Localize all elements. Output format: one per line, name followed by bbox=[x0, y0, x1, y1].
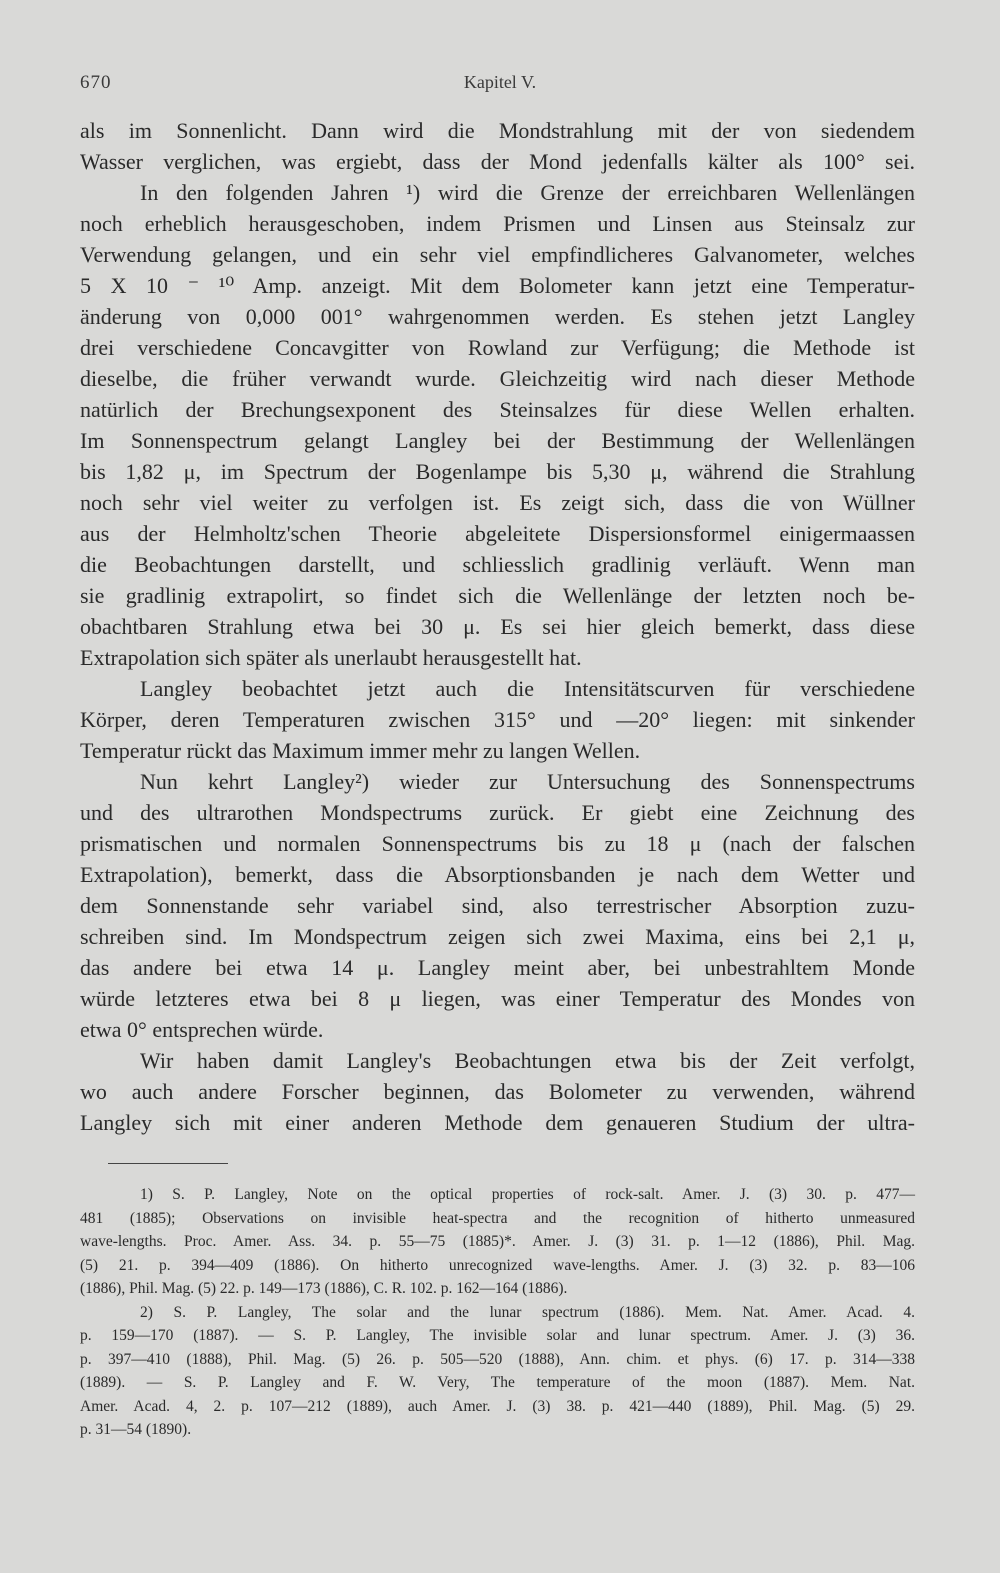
body-text bbox=[80, 115, 915, 1138]
text-line: etwa 0° entsprechen würde. bbox=[80, 1017, 324, 1042]
page-number: 670 bbox=[80, 72, 112, 93]
footnote-line: 1) S. P. Langley, Note on the optical properties of rock-salt. Amer. J. (3) 30. p. 477— bbox=[140, 1186, 915, 1203]
text-line: Verwendung gelangen, und ein sehr viel empfindlicheres Galvanometer, welches bbox=[80, 242, 915, 267]
running-head: Kapitel V. bbox=[463, 72, 537, 92]
text-line: Wir haben damit Langley's Beobachtungen etwa bis der Zeit verfolgt, bbox=[140, 1048, 915, 1073]
text-line: Langley sich mit einer anderen Methode dem genaueren Studium der ultra- bbox=[80, 1110, 915, 1135]
text-line: drei verschiedene Concavgitter von Rowland zur Verfügung; die Methode ist bbox=[80, 335, 915, 360]
text-line: natürlich der Brechungsexponent des Steinsalzes für diese Wellen erhalten. bbox=[80, 397, 915, 422]
text-line: prismatischen und normalen Sonnenspectrums bis zu 18 μ (nach der falschen bbox=[80, 831, 915, 856]
text-line: als im Sonnenlicht. Dann wird die Mondstrahlung mit der von siedendem bbox=[80, 118, 915, 143]
text-line: würde letzteres etwa bei 8 μ liegen, was einer Temperatur des Mondes von bbox=[80, 986, 915, 1011]
page-header bbox=[80, 72, 920, 102]
text-line: noch sehr viel weiter zu verfolgen ist. Es zeigt sich, dass die von Wüllner bbox=[80, 490, 915, 515]
footnote-line: (1886), Phil. Mag. (5) 22. p. 149—173 (1886), C. R. 102. p. 162—164 (1886). bbox=[80, 1280, 568, 1297]
text-line: Wasser verglichen, was ergiebt, dass der Mond jedenfalls kälter als 100° sei. bbox=[80, 149, 915, 174]
footnote-divider bbox=[108, 1163, 228, 1164]
text-line: die Beobachtungen darstellt, und schliesslich gradlinig verläuft. Wenn man bbox=[80, 552, 915, 577]
text-line: Temperatur rückt das Maximum immer mehr zu langen Wellen. bbox=[80, 738, 641, 763]
footnotes bbox=[80, 1183, 915, 1442]
text-line: In den folgenden Jahren ¹) wird die Grenze der erreichbaren Wellenlängen bbox=[140, 180, 915, 205]
text-line: bis 1,82 μ, im Spectrum der Bogenlampe bis 5,30 μ, während die Strahlung bbox=[80, 459, 915, 484]
text-line: obachtbaren Strahlung etwa bei 30 μ. Es sei hier gleich bemerkt, dass diese bbox=[80, 614, 915, 639]
text-line: aus der Helmholtz'schen Theorie abgeleitete Dispersionsformel einigermaassen bbox=[80, 521, 915, 546]
text-line: änderung von 0,000 001° wahrgenommen werden. Es stehen jetzt Langley bbox=[80, 304, 915, 329]
text-line: dem Sonnenstande sehr variabel sind, also terrestrischer Absorption zuzu- bbox=[80, 893, 915, 918]
text-line: dieselbe, die früher verwandt wurde. Gleichzeitig wird nach dieser Methode bbox=[80, 366, 915, 391]
text-line: und des ultrarothen Mondspectrums zurück. Er giebt eine Zeichnung des bbox=[80, 800, 915, 825]
text-line: Körper, deren Temperaturen zwischen 315° und —20° liegen: mit sinkender bbox=[80, 707, 915, 732]
footnote-line: 2) S. P. Langley, The solar and the lunar spectrum (1886). Mem. Nat. Amer. Acad. 4. bbox=[140, 1303, 915, 1321]
text-line: Extrapolation), bemerkt, dass die Absorptionsbanden je nach dem Wetter und bbox=[80, 862, 915, 887]
footnote-line: (1889). — S. P. Langley and F. W. Very, The temperature of the moon (1887). Mem. Nat. bbox=[80, 1374, 915, 1391]
text-line: sie gradlinig extrapolirt, so findet sich die Wellenlänge der letzten noch be- bbox=[80, 583, 915, 608]
footnote-line: wave-lengths. Proc. Amer. Ass. 34. p. 55—75 (1885)*. Amer. J. (3) 31. p. 1—12 (1886), Phil. Mag. bbox=[80, 1233, 915, 1250]
footnote-line: p. 31—54 (1890). bbox=[80, 1421, 192, 1438]
text-line: 5 X 10 ⁻ ¹⁰ Amp. anzeigt. Mit dem Bolometer kann jetzt eine Temperatur- bbox=[80, 273, 915, 298]
footnote-line: Amer. Acad. 4, 2. p. 107—212 (1889), auch Amer. J. (3) 38. p. 421—440 (1889), Phil. Mag. (5) 29. bbox=[80, 1397, 915, 1415]
text-line: Extrapolation sich später als unerlaubt herausgestellt hat. bbox=[80, 645, 582, 670]
footnote-line: (5) 21. p. 394—409 (1886). On hitherto unrecognized wave-lengths. Amer. J. (3) 32. p. 83—106 bbox=[80, 1256, 915, 1274]
text-line: Im Sonnenspectrum gelangt Langley bei der Bestimmung der Wellenlängen bbox=[80, 428, 915, 453]
text-line: noch erheblich herausgeschoben, indem Prismen und Linsen aus Steinsalz zur bbox=[80, 211, 915, 236]
text-line: wo auch andere Forscher beginnen, das Bolometer zu verwenden, während bbox=[80, 1079, 915, 1104]
footnote-line: 481 (1885); Observations on invisible heat-spectra and the recognition of hitherto unmeasured bbox=[80, 1209, 915, 1227]
footnote-line: p. 159—170 (1887). — S. P. Langley, The invisible solar and lunar spectrum. Amer. J. (3) 36. bbox=[80, 1327, 915, 1344]
footnote-line: p. 397—410 (1888), Phil. Mag. (5) 26. p. 505—520 (1888), Ann. chim. et phys. (6) 17. p. 314—338 bbox=[80, 1350, 915, 1368]
text-line: Nun kehrt Langley²) wieder zur Untersuchung des Sonnenspectrums bbox=[140, 769, 915, 794]
text-line: Langley beobachtet jetzt auch die Intensitätscurven für verschiedene bbox=[140, 676, 915, 701]
text-line: das andere bei etwa 14 μ. Langley meint aber, bei unbestrahltem Monde bbox=[80, 955, 915, 980]
text-line: schreiben sind. Im Mondspectrum zeigen sich zwei Maxima, eins bei 2,1 μ, bbox=[80, 924, 915, 949]
